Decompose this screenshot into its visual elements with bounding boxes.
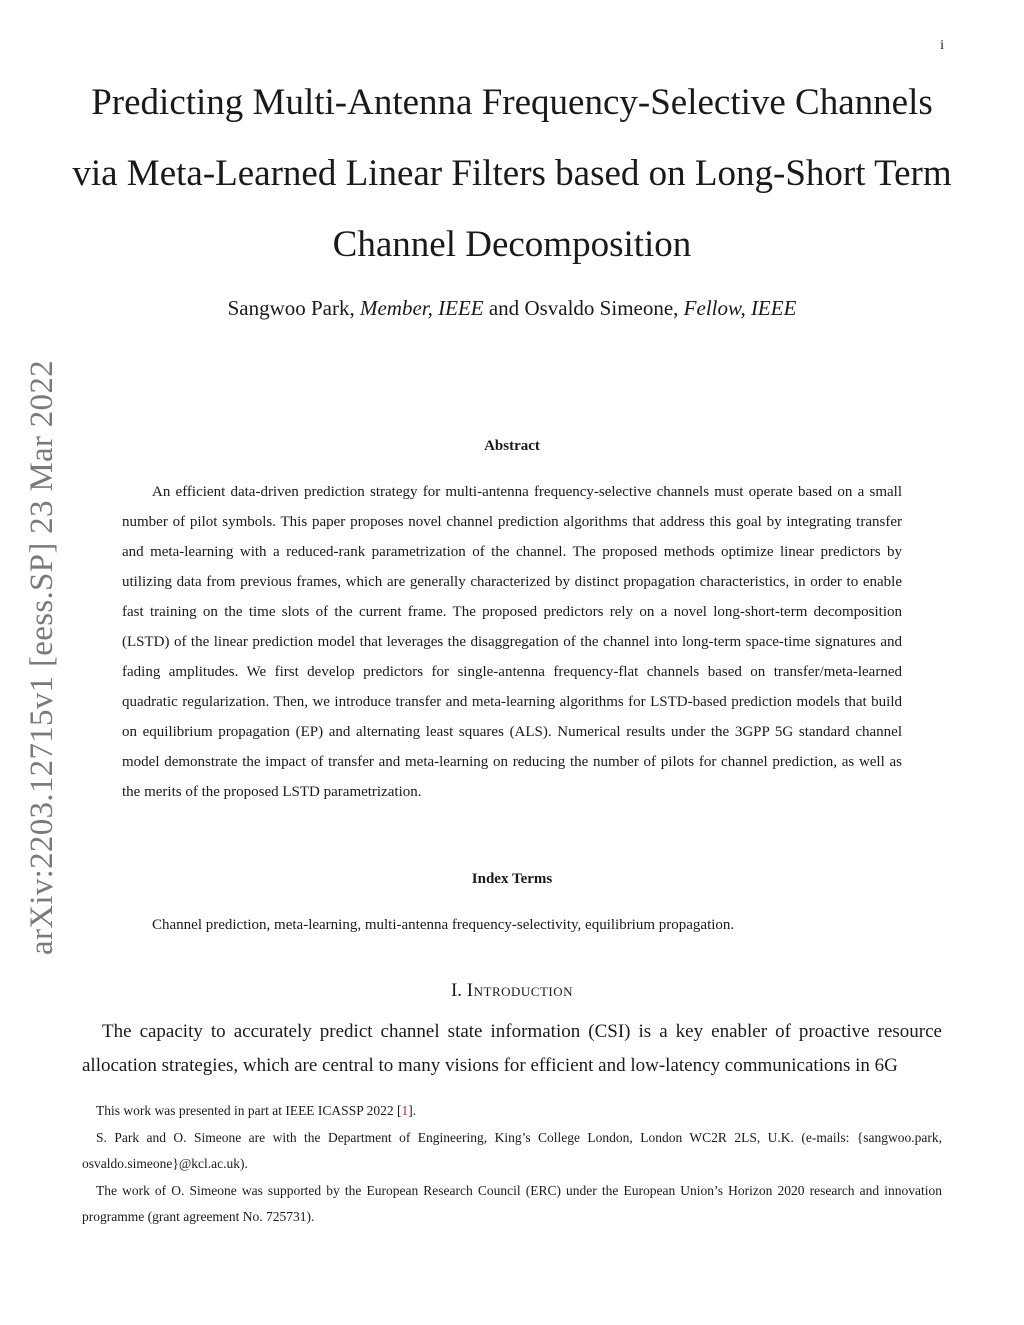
page-number: i — [940, 38, 944, 53]
paper-title: Predicting Multi-Antenna Frequency-Selective Channels via Meta-Learned Linear Filters based on Long-Short Term Channel Decomposition — [72, 82, 952, 265]
author-affiliation-role: Member, IEEE — [359, 296, 484, 320]
section-number: I. — [450, 980, 463, 1001]
footnote-presented — [82, 1098, 942, 1124]
author-line — [70, 293, 954, 323]
footnote-affiliation: S. Park and O. Simeone are with the Department of Engineering, King’s College London, London WC2R 2LS, U.K. (e-mails: {sangwoo.park, osvaldo.simeone}@kcl.ac.uk). — [82, 1130, 942, 1171]
index-terms-text: Channel prediction, meta-learning, multi-antenna frequency-selectivity, equilibrium propagation. — [152, 917, 735, 933]
footnote-funding: The work of O. Simeone was supported by the European Research Council (ERC) under the European Union’s Horizon 2020 research and innovation programme (grant agreement No. 725731). — [82, 1183, 942, 1224]
footnote-text: ]. — [408, 1103, 417, 1118]
section-title: Introduction — [466, 980, 574, 1001]
abstract-text: An efficient data-driven prediction strategy for multi-antenna frequency-selective channels must operate based on a small number of pilot symbols. This paper proposes novel channel prediction algorithms that address this goal by integrating transfer and meta-learning with a reduced-rank parametrization of the channel. The proposed methods optimize linear predictors by utilizing data from previous frames, which are generally characterized by distinct propagation characteristics, in order to enable fast training on the time slots of the current frame. The proposed predictors rely on a novel long-short-term decomposition (LSTD) of the linear prediction model that leverages the disaggregation of the channel into long-term space-time signatures and fading amplitudes. We first develop predictors for single-antenna frequency-flat channels based on transfer/meta-learned quadratic regularization. Then, we introduce transfer and meta-learning algorithms for LSTD-based prediction models that build on equilibrium propagation (EP) and alternating least squares (ALS). Numerical results under the 3GPP 5G standard channel model demonstrate the impact of transfer and meta-learning on reducing the number of pilots for channel prediction, as well as the merits of the proposed LSTD parametrization. — [122, 484, 902, 800]
author-conjunction: and — [488, 296, 520, 320]
footnotes — [82, 1098, 942, 1231]
citation-link[interactable]: 1 — [401, 1103, 409, 1118]
arxiv-identifier-stamp: arXiv:2203.12715v1 [eess.SP] 23 Mar 2022 — [24, 360, 60, 955]
section-heading-introduction — [70, 976, 954, 1006]
author-name: Sangwoo Park, — [227, 296, 355, 320]
author-name: Osvaldo Simeone, — [524, 296, 679, 320]
index-terms-heading: Index Terms — [471, 871, 553, 887]
introduction-paragraph: The capacity to accurately predict channel state information (CSI) is a key enabler of proactive resource allocation strategies, which are central to many visions for efficient and low-latency communications in 6G — [82, 1021, 942, 1076]
footnote-text: This work was presented in part at IEEE ICASSP 2022 [ — [96, 1103, 402, 1118]
abstract-heading: Abstract — [484, 438, 540, 454]
author-affiliation-role: Fellow, IEEE — [683, 296, 797, 320]
